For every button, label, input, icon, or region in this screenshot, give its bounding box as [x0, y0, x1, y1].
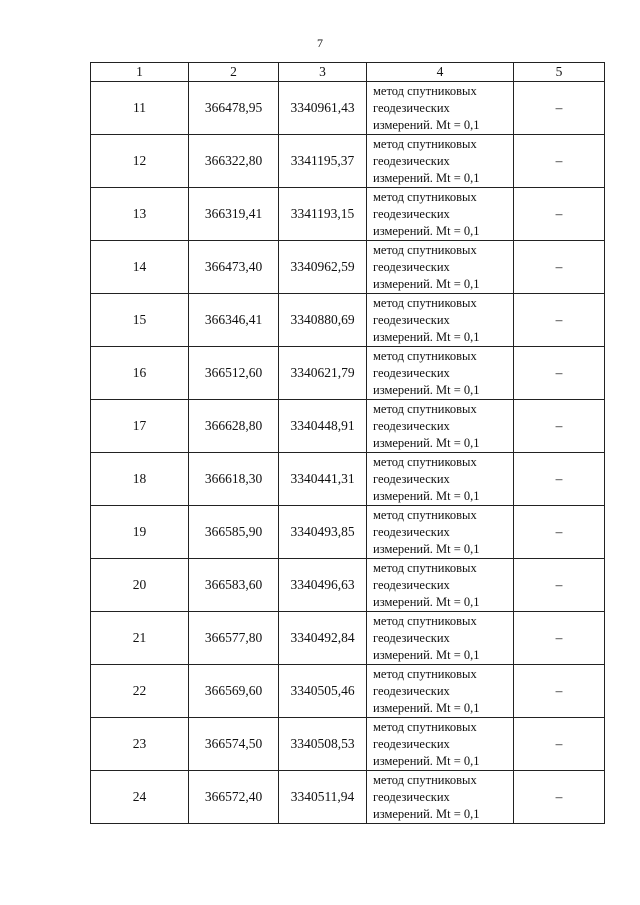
- note-cell: –: [514, 718, 605, 771]
- y-coordinate-cell: 3340496,63: [279, 559, 367, 612]
- x-coordinate-cell: 366628,80: [189, 400, 279, 453]
- table-row: [91, 241, 605, 294]
- point-number-cell: 19: [91, 506, 189, 559]
- table-row: [91, 506, 605, 559]
- method-line: метод спутниковых: [373, 772, 477, 787]
- method-line: измерений. Mt = 0,1: [373, 382, 480, 397]
- table-row: [91, 771, 605, 824]
- method-line: метод спутниковых: [373, 666, 477, 681]
- point-number-cell: 11: [91, 82, 189, 135]
- note-cell: –: [514, 135, 605, 188]
- table-row: [91, 665, 605, 718]
- note-cell: –: [514, 188, 605, 241]
- x-coordinate-cell: 366512,60: [189, 347, 279, 400]
- method-line: геодезических: [373, 418, 450, 433]
- method-line: метод спутниковых: [373, 454, 477, 469]
- table-row: [91, 559, 605, 612]
- note-cell: –: [514, 82, 605, 135]
- method-line: измерений. Mt = 0,1: [373, 700, 480, 715]
- point-number-cell: 18: [91, 453, 189, 506]
- method-line: метод спутниковых: [373, 719, 477, 734]
- note-cell: –: [514, 665, 605, 718]
- point-number-cell: 13: [91, 188, 189, 241]
- x-coordinate-cell: 366577,80: [189, 612, 279, 665]
- x-coordinate-cell: 366319,41: [189, 188, 279, 241]
- table-row: [91, 612, 605, 665]
- column-header: 1: [91, 63, 189, 82]
- method-line: геодезических: [373, 365, 450, 380]
- note-cell: –: [514, 559, 605, 612]
- method-line: измерений. Mt = 0,1: [373, 647, 480, 662]
- method-cell: [367, 188, 514, 241]
- method-line: геодезических: [373, 471, 450, 486]
- method-line: метод спутниковых: [373, 83, 477, 98]
- note-cell: –: [514, 612, 605, 665]
- x-coordinate-cell: 366618,30: [189, 453, 279, 506]
- method-line: метод спутниковых: [373, 401, 477, 416]
- method-line: измерений. Mt = 0,1: [373, 435, 480, 450]
- method-line: измерений. Mt = 0,1: [373, 753, 480, 768]
- method-line: измерений. Mt = 0,1: [373, 806, 480, 821]
- y-coordinate-cell: 3341195,37: [279, 135, 367, 188]
- note-cell: –: [514, 506, 605, 559]
- method-cell: [367, 400, 514, 453]
- method-line: метод спутниковых: [373, 348, 477, 363]
- table-row: [91, 135, 605, 188]
- x-coordinate-cell: 366572,40: [189, 771, 279, 824]
- method-line: геодезических: [373, 683, 450, 698]
- method-line: геодезических: [373, 630, 450, 645]
- point-number-cell: 23: [91, 718, 189, 771]
- method-line: геодезических: [373, 577, 450, 592]
- column-header: 2: [189, 63, 279, 82]
- page-number: 7: [317, 36, 323, 50]
- column-header: 5: [514, 63, 605, 82]
- method-line: метод спутниковых: [373, 189, 477, 204]
- method-cell: [367, 559, 514, 612]
- method-line: геодезических: [373, 100, 450, 115]
- x-coordinate-cell: 366473,40: [189, 241, 279, 294]
- method-cell: [367, 241, 514, 294]
- note-cell: –: [514, 453, 605, 506]
- y-coordinate-cell: 3340621,79: [279, 347, 367, 400]
- method-line: метод спутниковых: [373, 136, 477, 151]
- y-coordinate-cell: 3340441,31: [279, 453, 367, 506]
- point-number-cell: 17: [91, 400, 189, 453]
- method-cell: [367, 771, 514, 824]
- y-coordinate-cell: 3340880,69: [279, 294, 367, 347]
- y-coordinate-cell: 3340505,46: [279, 665, 367, 718]
- y-coordinate-cell: 3340448,91: [279, 400, 367, 453]
- note-cell: –: [514, 347, 605, 400]
- table-row: [91, 82, 605, 135]
- method-cell: [367, 453, 514, 506]
- y-coordinate-cell: 3340961,43: [279, 82, 367, 135]
- table-row: [91, 188, 605, 241]
- table-row: [91, 718, 605, 771]
- method-line: измерений. Mt = 0,1: [373, 170, 480, 185]
- note-cell: –: [514, 400, 605, 453]
- point-number-cell: 14: [91, 241, 189, 294]
- method-line: геодезических: [373, 259, 450, 274]
- method-cell: [367, 612, 514, 665]
- method-line: метод спутниковых: [373, 613, 477, 628]
- method-cell: [367, 82, 514, 135]
- column-header: 4: [367, 63, 514, 82]
- method-line: измерений. Mt = 0,1: [373, 488, 480, 503]
- table-row: [91, 453, 605, 506]
- method-line: измерений. Mt = 0,1: [373, 594, 480, 609]
- point-number-cell: 20: [91, 559, 189, 612]
- y-coordinate-cell: 3340508,53: [279, 718, 367, 771]
- method-cell: [367, 506, 514, 559]
- method-line: геодезических: [373, 524, 450, 539]
- x-coordinate-cell: 366574,50: [189, 718, 279, 771]
- point-number-cell: 12: [91, 135, 189, 188]
- method-line: метод спутниковых: [373, 242, 477, 257]
- point-number-cell: 24: [91, 771, 189, 824]
- coordinates-table: [90, 62, 605, 824]
- method-line: метод спутниковых: [373, 507, 477, 522]
- method-line: измерений. Mt = 0,1: [373, 329, 480, 344]
- y-coordinate-cell: 3340962,59: [279, 241, 367, 294]
- point-number-cell: 16: [91, 347, 189, 400]
- method-cell: [367, 135, 514, 188]
- method-line: геодезических: [373, 736, 450, 751]
- column-header: 3: [279, 63, 367, 82]
- x-coordinate-cell: 366583,60: [189, 559, 279, 612]
- x-coordinate-cell: 366346,41: [189, 294, 279, 347]
- method-line: геодезических: [373, 206, 450, 221]
- note-cell: –: [514, 294, 605, 347]
- table-header-row: [91, 63, 605, 82]
- method-cell: [367, 665, 514, 718]
- method-line: метод спутниковых: [373, 295, 477, 310]
- point-number-cell: 21: [91, 612, 189, 665]
- y-coordinate-cell: 3341193,15: [279, 188, 367, 241]
- method-cell: [367, 718, 514, 771]
- method-line: измерений. Mt = 0,1: [373, 223, 480, 238]
- method-line: измерений. Mt = 0,1: [373, 276, 480, 291]
- x-coordinate-cell: 366569,60: [189, 665, 279, 718]
- table-row: [91, 400, 605, 453]
- method-line: метод спутниковых: [373, 560, 477, 575]
- y-coordinate-cell: 3340492,84: [279, 612, 367, 665]
- method-line: геодезических: [373, 153, 450, 168]
- method-cell: [367, 347, 514, 400]
- note-cell: –: [514, 771, 605, 824]
- y-coordinate-cell: 3340511,94: [279, 771, 367, 824]
- method-line: геодезических: [373, 789, 450, 804]
- point-number-cell: 22: [91, 665, 189, 718]
- method-line: геодезических: [373, 312, 450, 327]
- note-cell: –: [514, 241, 605, 294]
- x-coordinate-cell: 366478,95: [189, 82, 279, 135]
- table-row: [91, 347, 605, 400]
- method-cell: [367, 294, 514, 347]
- x-coordinate-cell: 366585,90: [189, 506, 279, 559]
- table-row: [91, 294, 605, 347]
- point-number-cell: 15: [91, 294, 189, 347]
- x-coordinate-cell: 366322,80: [189, 135, 279, 188]
- y-coordinate-cell: 3340493,85: [279, 506, 367, 559]
- method-line: измерений. Mt = 0,1: [373, 117, 480, 132]
- method-line: измерений. Mt = 0,1: [373, 541, 480, 556]
